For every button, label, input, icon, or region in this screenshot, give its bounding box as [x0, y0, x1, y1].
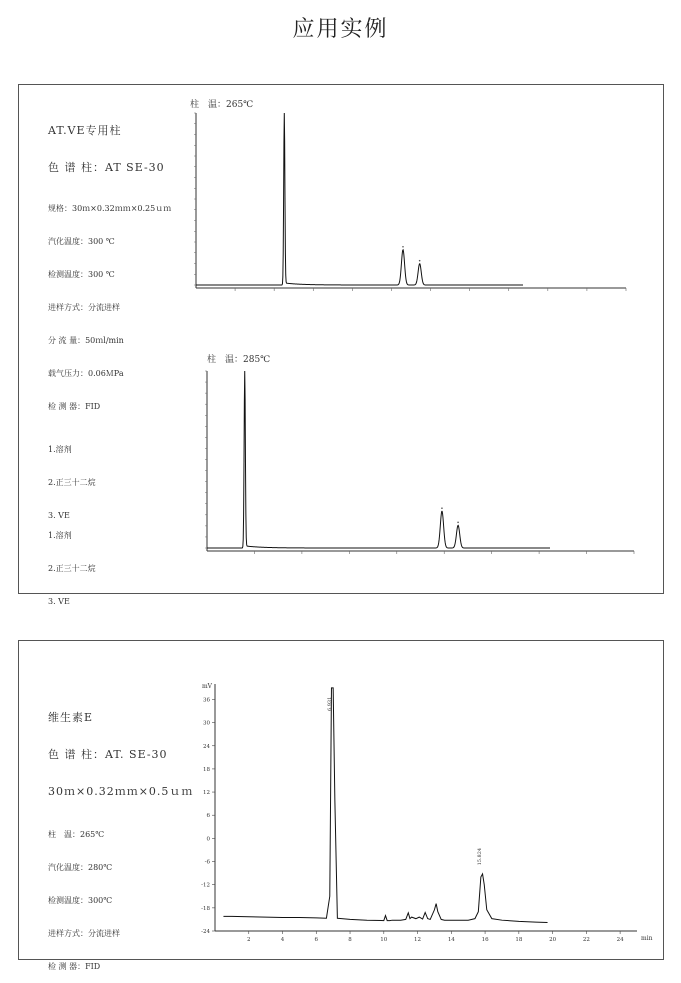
x-tick-label: 14: [447, 937, 455, 943]
peak-marker: [419, 260, 421, 262]
panel2-column-type: 色 谱 柱：AT. SE-30: [48, 748, 168, 761]
y-tick-label: 36: [203, 697, 210, 704]
peak-legend-item: 2.正三十二烷: [48, 478, 96, 487]
panel1-param: 进样方式：分流进样: [48, 303, 120, 312]
x-tick-label: 18: [515, 937, 523, 943]
chromatogram-1: [190, 98, 626, 291]
peak-legend-item: 2.正三十二烷: [48, 564, 96, 573]
panel1-param: 分 流 量：50ｍl/min: [48, 336, 124, 345]
panel2-param: 检 测 器：FID: [48, 962, 101, 971]
x-tick-label: 10: [380, 937, 388, 943]
x-tick-label: 22: [582, 937, 590, 943]
peak-legend-item: 1.溶剂: [48, 445, 72, 454]
x-tick-label: 12: [414, 937, 422, 943]
panel1-param: 汽化温度：300 ℃: [48, 237, 115, 246]
y-tick-label: -24: [201, 929, 210, 935]
chromatogram-2: [205, 353, 634, 554]
x-tick-label: 20: [549, 937, 557, 943]
peak-retention-label: 15.824: [477, 847, 484, 866]
y-tick-label: -6: [204, 859, 210, 866]
chromatogram-trace: [196, 113, 523, 285]
y-tick-label: 0: [206, 836, 210, 843]
panel1-param: 载气压力：0.06ＭPa: [48, 369, 124, 378]
chromatogram-trace: [207, 371, 550, 548]
panel1-column-title: AT.VE专用柱: [48, 124, 122, 137]
peak-marker: [402, 246, 404, 248]
peak-marker: [457, 522, 459, 524]
x-tick-label: 2: [247, 937, 251, 943]
peak-legend-item: 3. VE: [48, 511, 70, 520]
y-tick-label: 24: [203, 743, 210, 750]
peak-retention-label: 6.931: [326, 696, 333, 712]
x-tick-label: 24: [616, 937, 624, 943]
x-axis-unit-label: min: [641, 935, 653, 942]
column-temperature-label: 柱 温：285℃: [207, 355, 271, 365]
panel1-column-type: 色 谱 柱：AT SE-30: [48, 161, 165, 174]
y-tick-label: -12: [201, 882, 210, 889]
y-tick-label: 12: [203, 790, 210, 797]
x-tick-label: 8: [348, 937, 352, 943]
page-title: 应用实例: [292, 17, 389, 42]
peak-legend-item: 3. VE: [48, 597, 70, 606]
panel2-param: 检测温度：300℃: [48, 896, 113, 905]
panel2-param: 汽化温度：280℃: [48, 863, 113, 872]
peak-legend-item: 1.溶剂: [48, 531, 72, 540]
panel2-param: 柱 温：265℃: [48, 830, 105, 839]
panel2-param: 进样方式：分流进样: [48, 929, 120, 938]
y-tick-label: 6: [206, 813, 210, 820]
x-tick-label: 4: [280, 937, 285, 943]
panel1-param: 检 测 器：FID: [48, 402, 101, 411]
panel2-column-spec: 30ｍ×0.32ｍｍ×0.5ｕｍ: [48, 785, 194, 798]
panel1-param: 检测温度：300 ℃: [48, 270, 115, 279]
peak-marker: [441, 507, 443, 509]
panel1-param: 规格：30ｍ×0.32ｍｍ×0.25ｕｍ: [48, 204, 172, 213]
y-tick-label: 30: [203, 720, 210, 727]
y-tick-label: -18: [201, 905, 210, 912]
chromatogram-trace: [223, 688, 547, 923]
column-temperature-label: 柱 温：265℃: [190, 100, 254, 110]
panel2-sample-title: 维生素E: [48, 711, 94, 724]
x-tick-label: 6: [314, 937, 319, 943]
y-axis-unit-label: mV: [201, 683, 212, 690]
y-tick-label: 18: [203, 766, 210, 773]
x-tick-label: 16: [481, 937, 489, 943]
